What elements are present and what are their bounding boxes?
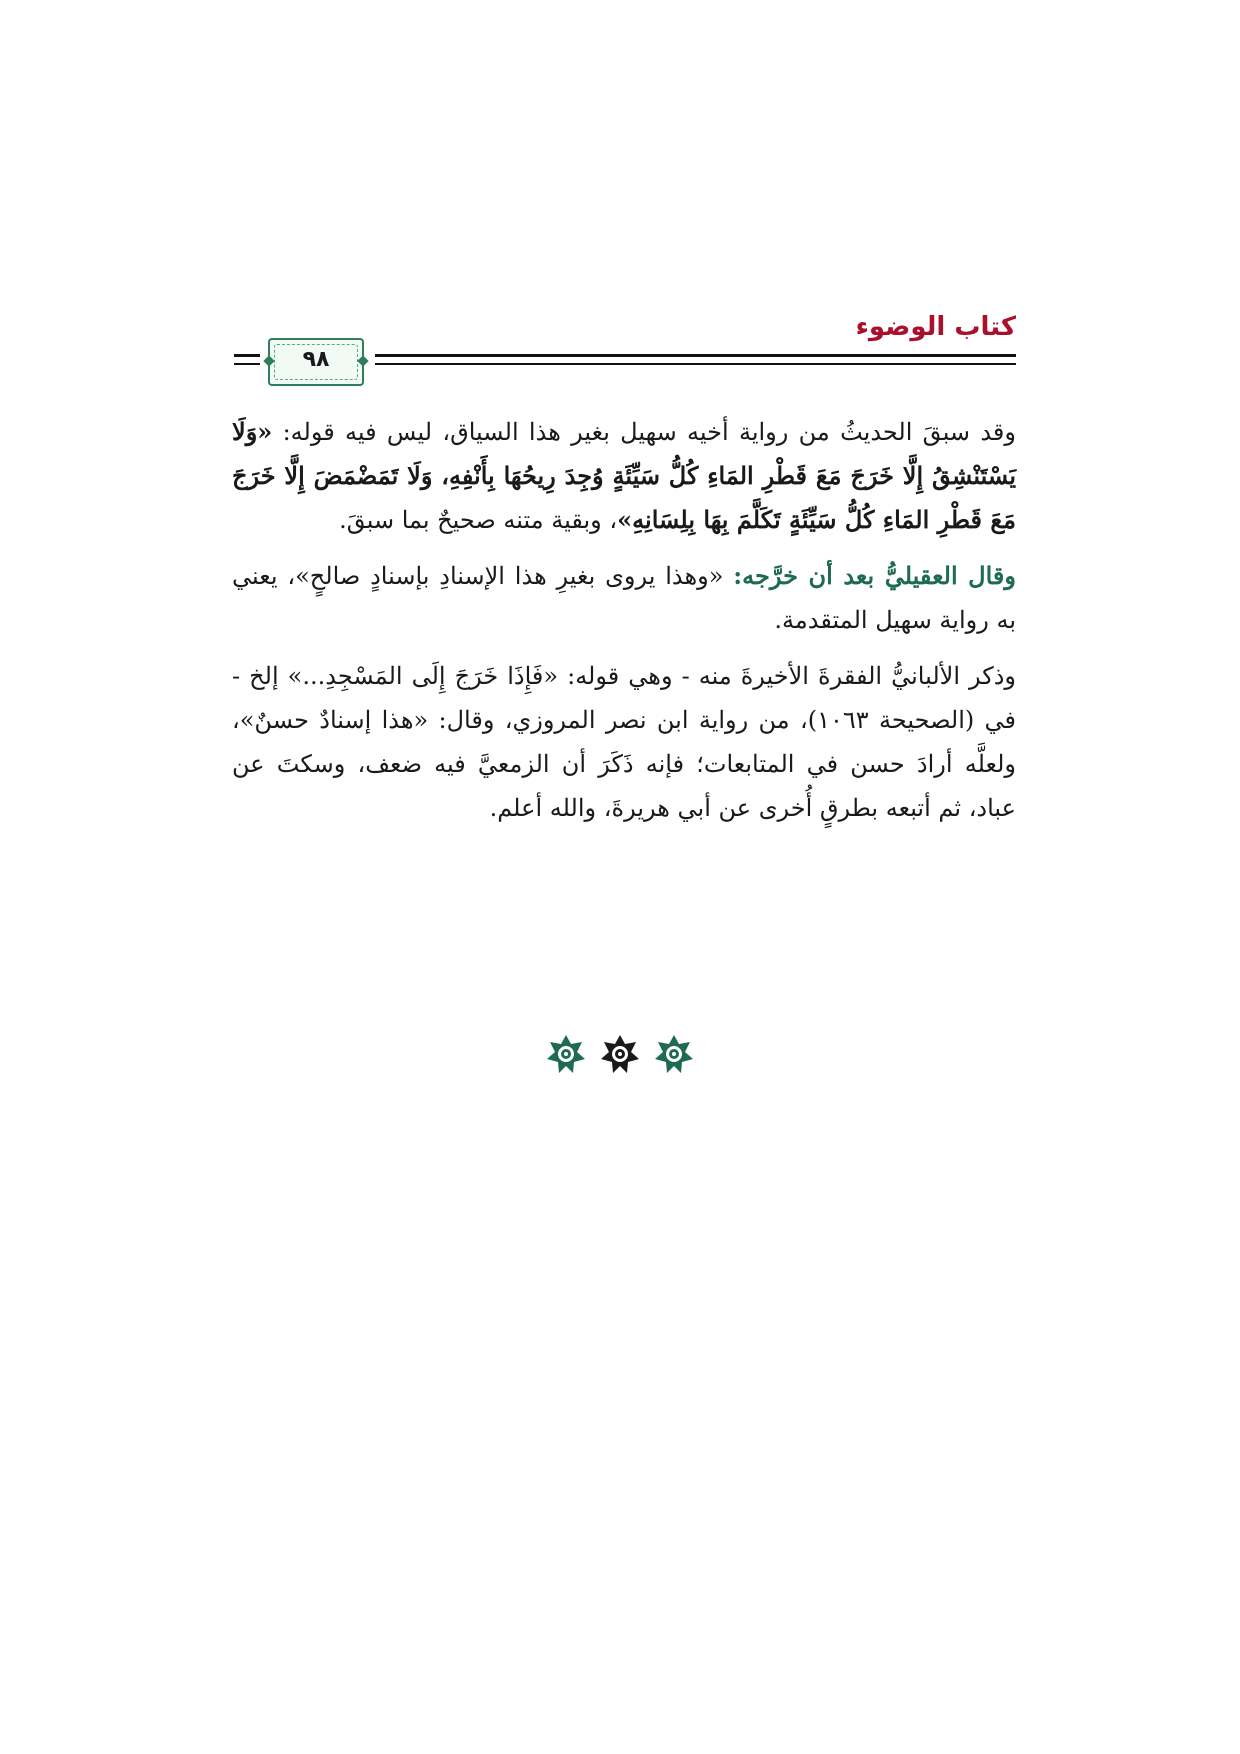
page-header (234, 312, 1016, 392)
paragraph-1 (232, 410, 1016, 542)
paragraph-1-tail: ، وبقية متنه صحيحٌ بما سبقَ. (339, 506, 618, 534)
page-number: ٩٨ (302, 347, 330, 372)
header-rule-bottom (375, 363, 1016, 365)
header-rule-top (375, 354, 1016, 357)
paragraph-2 (232, 554, 1016, 642)
header-rule-tail-bottom (234, 363, 260, 365)
page-body (232, 410, 1016, 830)
book-title: كتاب الوضوء (855, 312, 1016, 342)
dark-star-ornament-icon (600, 1034, 640, 1074)
section-end-ornaments (0, 1034, 1240, 1074)
paragraph-3-text: وذكر الألبانيُّ الفقرةَ الأخيرةَ منه - وهي قوله: «فَإِذَا خَرَجَ إِلَى المَسْجِدِ...» إلخ - في (الصحيحة ١٠٦٣)، من رواية ابن نصر المروزي، وقال: «هذا إسنادٌ حسنٌ»، ولعلَّه أرادَ حسن في المتابعات؛ فإنه ذَكَرَ أن الزمعيَّ فيه ضعف، وسكتَ عن عباد، ثم أتبعه بطرقٍ أُخرى عن أبي هريرةَ، والله أعلم. (232, 662, 1017, 822)
hadith-quote: «وَلَا يَسْتَنْشِقُ إِلَّا خَرَجَ مَعَ قَطْرِ المَاءِ كُلُّ سَيِّئَةٍ وُجِدَ رِيحُهَا بِأَنْفِهِ، وَلَا تَمَضْمَضَ إِلَّا خَرَجَ مَعَ قَطْرِ المَاءِ كُلُّ سَيِّئَةٍ تَكَلَّمَ بِهَا بِلِسَانِهِ» (232, 417, 1016, 534)
green-star-ornament-icon (546, 1034, 586, 1074)
paragraph-2-text: «وهذا يروى بغيرِ هذا الإسنادِ بإسنادٍ صالحٍ»، يعني به رواية سهيل المتقدمة. (232, 562, 1016, 634)
green-star-ornament-icon (654, 1034, 694, 1074)
page-number-badge (268, 338, 364, 386)
header-rule-tail-top (234, 354, 260, 357)
paragraph-3 (232, 654, 1016, 830)
speaker-label: وقال العقيليُّ بعد أن خرَّجه: (733, 561, 1016, 590)
paragraph-1-intro: وقد سبقَ الحديثُ من رواية أخيه سهيل بغير هذا السياق، ليس فيه قوله: (272, 418, 1016, 446)
